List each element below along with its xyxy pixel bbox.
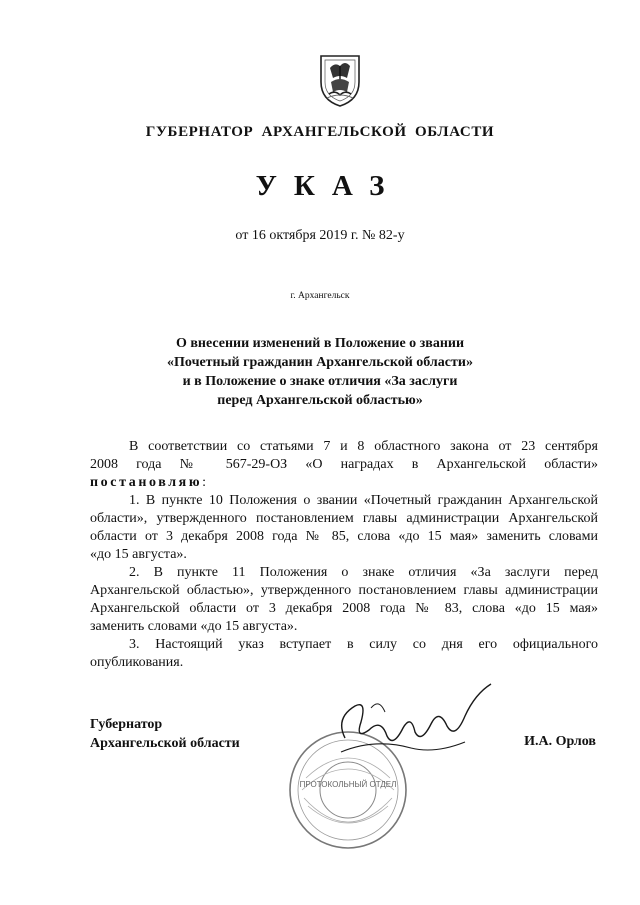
paragraph-1-line: «до 15 августа».: [90, 547, 187, 562]
issuing-authority: ГУБЕРНАТОР АРХАНГЕЛЬСКОЙ ОБЛАСТИ: [145, 124, 495, 140]
title-line: О внесении изменений в Положение о звании: [175, 336, 465, 351]
decree-word: постановляю: [90, 475, 203, 490]
signatory-title: [90, 715, 240, 753]
title-line: «Почетный гражданин Архангельской области»: [167, 355, 473, 370]
signatory-name: И.А. Орлов: [524, 734, 596, 749]
paragraph-2-line: Архангельской областью», утвержденного постановлением главы администрации: [90, 583, 598, 598]
decree-resolution-line: [90, 474, 598, 492]
signatory-title-line: Архангельской области: [90, 736, 240, 751]
signatory-title-line: Губернатор: [90, 717, 163, 732]
title-line: и в Положение о знаке отличия «За заслуги: [182, 374, 458, 389]
stamp-text: ПРОТОКОЛЬНЫЙ ОТДЕЛ: [299, 780, 397, 789]
paragraph-2-line: 2. В пункте 11 Положения о знаке отличия «За заслуги перед: [129, 565, 598, 580]
document-date-number: от 16 октября 2019 г. № 82-у: [235, 228, 405, 243]
paragraph-3-line: опубликования.: [90, 655, 184, 670]
paragraph-3-line: 3. Настоящий указ вступает в силу со дня его официального: [129, 637, 598, 652]
title-line: перед Архангельской областью»: [217, 393, 423, 408]
body-line: В соответствии со статьями 7 и 8 областного закона от 23 сентября: [129, 439, 598, 454]
document-city: г. Архангельск: [290, 291, 350, 301]
decree-title: [0, 334, 640, 410]
paragraph-1-line: области», утвержденного постановлением главы администрации Архангельской: [90, 511, 598, 526]
handwritten-signature: [315, 678, 505, 768]
decree-colon: :: [202, 475, 207, 490]
paragraph-2-line: заменить словами «до 15 августа».: [90, 619, 298, 634]
coat-of-arms-icon: [317, 52, 363, 108]
body-line: 2008 года № 567-29-ОЗ «О наградах в Архангельской области»: [90, 457, 598, 472]
paragraph-1-line: области от 3 декабря 2008 года № 85, слова «до 15 мая» заменить словами: [90, 529, 598, 544]
document-type-heading: УКАЗ: [255, 170, 402, 202]
decree-body: [90, 438, 598, 672]
paragraph-2-line: Архангельской области от 3 декабря 2008 года № 83, слова «до 15 мая»: [90, 601, 598, 616]
paragraph-1-line: 1. В пункте 10 Положения о звании «Почетный гражданин Архангельской: [129, 493, 598, 508]
